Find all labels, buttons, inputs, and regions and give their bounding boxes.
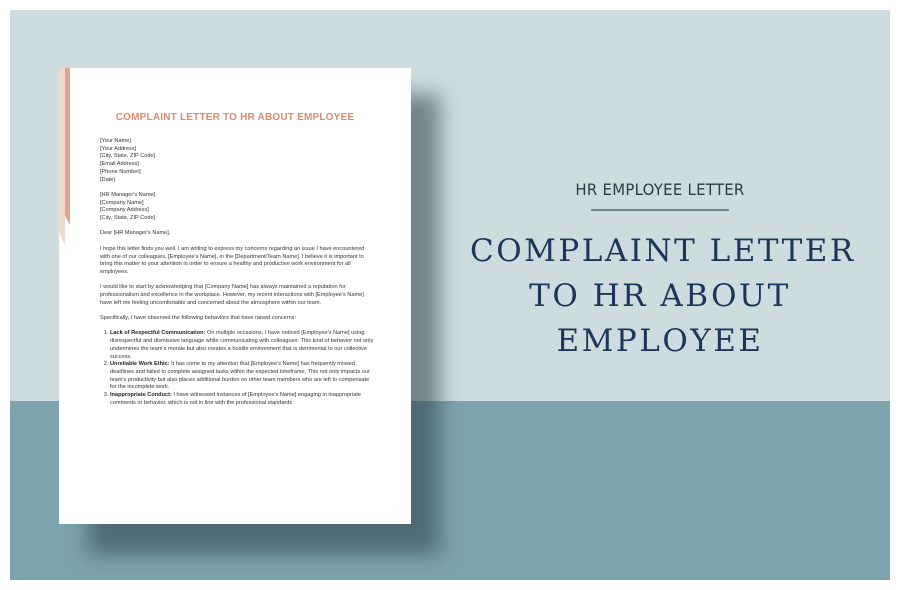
divider xyxy=(591,209,729,211)
concern-label: Inappropriate Conduct: xyxy=(110,392,172,399)
recipient-line: [HR Manager's Name] xyxy=(100,191,156,198)
sender-line: [Phone Number] xyxy=(100,168,141,175)
headline-line: EMPLOYEE xyxy=(556,323,764,359)
decorative-stripe-light xyxy=(59,68,65,246)
concern-item xyxy=(110,330,375,361)
concern-text: On multiple occasions, I have noticed [Employee's Name] using disrespectful and dismissive language while communicating with colleagues. This kind of behavior not only undermines the team's morale but also creates a hostile environment that is detrimental to our collective success. xyxy=(110,330,374,360)
sender-line: [Email Address] xyxy=(100,161,139,168)
paragraph: I hope this letter finds you well. I am writing to express my concerns regarding an issue I have encountered with one of our colleagues, [Employee's Name], in the [Department/Team Name]. I believe it is important to bring this matter to your attention in order to ensure a healthy and productive work environment for all employees. xyxy=(100,245,365,275)
concern-item xyxy=(110,361,375,392)
sender-line: [Your Address] xyxy=(100,145,137,152)
document-body xyxy=(100,138,375,408)
salutation: Dear [HR Manager's Name], xyxy=(100,230,171,237)
recipient-line: [Company Name] xyxy=(100,199,144,206)
concern-text: I have witnessed instances of [Employee's Name] engaging in inappropriate comments or behavior, which is not in line with the professional standards xyxy=(110,392,362,406)
sender-line: [Date] xyxy=(100,176,115,183)
category-label: HR EMPLOYEE LETTER xyxy=(575,180,745,199)
title-panel xyxy=(470,180,856,364)
document-title: COMPLAINT LETTER TO HR ABOUT EMPLOYEE xyxy=(115,112,355,123)
paragraph: I would like to start by acknowledging that [Company Name] has always maintained a reputation for professionalism and excellence in the workplace. However, my recent interactions with [Employee's Name] have left me feeling uncomfortable and concerned about the atmosphere within our team. xyxy=(100,284,364,306)
product-preview-canvas xyxy=(10,10,890,580)
sender-line: [Your Name] xyxy=(100,138,131,144)
concern-item xyxy=(110,392,375,407)
decorative-stripe-accent xyxy=(65,68,70,225)
document-page xyxy=(59,68,411,524)
headline xyxy=(470,229,856,364)
paragraph: Specifically, I have observed the following behaviors that have raised concerns: xyxy=(100,315,297,322)
concern-label: Lack of Respectful Communication: xyxy=(110,330,206,337)
headline-line: TO HR ABOUT xyxy=(529,278,791,314)
headline-line: COMPLAINT LETTER xyxy=(470,233,856,269)
concerns-list xyxy=(100,330,375,407)
sender-block xyxy=(100,138,375,184)
concern-text: It has come to my attention that [Employee's Name] has frequently missed deadlines and failed to complete assigned tasks within the expected timeframe. This not only impacts our team's productivity but also places additional burden on other team members who are left to compensate for the incomplete work. xyxy=(110,361,370,391)
sender-line: [City, State, ZIP Code] xyxy=(100,153,156,160)
recipient-block xyxy=(100,192,375,223)
concern-label: Unreliable Work Ethic: xyxy=(110,361,170,368)
recipient-line: [City, State, ZIP Code] xyxy=(100,215,156,222)
recipient-line: [Company Address] xyxy=(100,207,149,214)
